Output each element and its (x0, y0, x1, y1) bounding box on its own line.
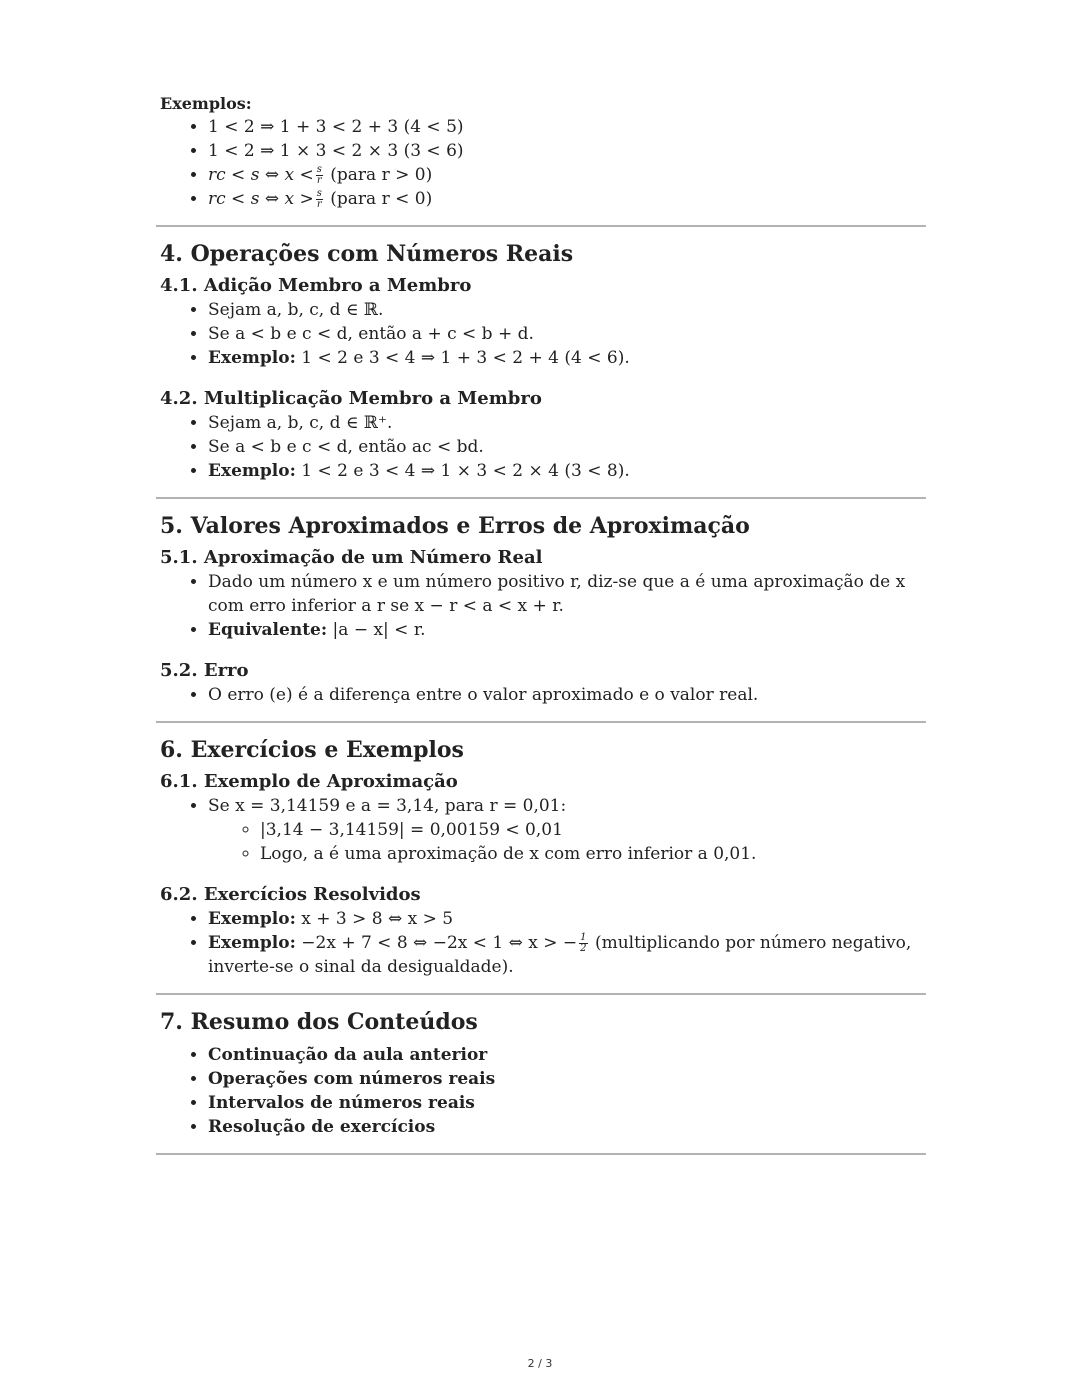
sub-list-item: ◦ Logo, a é uma aproximação de x com erro inferior a 0,01. (260, 842, 924, 866)
section-5-2-list (158, 683, 924, 707)
section-4-2-title: 4.2. Multiplicação Membro a Membro (160, 388, 542, 409)
section-5-1-list (158, 570, 924, 642)
section-6-2-list (158, 907, 924, 979)
divider (156, 497, 926, 499)
list-item: • Se a < b e c < d, então a + c < b + d. (208, 322, 924, 346)
list-item: • Continuação da aula anterior (208, 1043, 924, 1067)
list-item: • Sejam a, b, c, d ∈ ℝ. (208, 298, 924, 322)
list-item: • Exemplo: 1 < 2 e 3 < 4 ⇒ 1 × 3 < 2 × 4 (3 < 8). (208, 459, 924, 483)
sub-list-item: ◦ |3,14 − 3,14159| = 0,00159 < 0,01 (260, 818, 924, 842)
list-item: • rc < s ⇔ x < $\frac{s}{r}$ (para r > 0) (208, 163, 924, 187)
examples-list (158, 115, 924, 211)
list-item: • Sejam a, b, c, d ∈ ℝ⁺. (208, 411, 924, 435)
section-6-2-title: 6.2. Exercícios Resolvidos (160, 884, 421, 905)
divider (156, 1153, 926, 1155)
divider (156, 993, 926, 995)
list-item: • Resolução de exercícios (208, 1115, 924, 1139)
list-item: • Dado um número x e um número positivo r, diz-se que a é uma aproximação de x com erro inferior a r se x − r < a < x + r. (208, 570, 924, 618)
section-5-title: 5. Valores Aproximados e Erros de Aproximação (160, 513, 750, 539)
section-4-title: 4. Operações com Números Reais (160, 241, 574, 267)
list-item: • Intervalos de números reais (208, 1091, 924, 1115)
examples-label: Exemplos: (160, 94, 252, 113)
list-item: • Se a < b e c < d, então ac < bd. (208, 435, 924, 459)
section-5-1-title: 5.1. Aproximação de um Número Real (160, 547, 543, 568)
list-item: • O erro (e) é a diferença entre o valor aproximado e o valor real. (208, 683, 924, 707)
divider (156, 225, 926, 227)
sub-list (208, 818, 924, 866)
list-item: • 1 < 2 ⇒ 1 × 3 < 2 × 3 (3 < 6) (208, 139, 924, 163)
page-indicator: 2 / 3 (527, 1357, 553, 1370)
list-item: • 1 < 2 ⇒ 1 + 3 < 2 + 3 (4 < 5) (208, 115, 924, 139)
section-4-2-list (158, 411, 924, 483)
list-item: • Equivalente: |a − x| < r. (208, 618, 924, 642)
fraction: $\frac{1}{2}$ (580, 932, 587, 954)
list-item: • Exemplo: x + 3 > 8 ⇔ x > 5 (208, 907, 924, 931)
list-item: • Exemplo: −2x + 7 < 8 ⇔ −2x < 1 ⇔ x > − $\frac{1}{2}$ (multiplicando por número negativo, inverte-se o sinal da desigualdade). (208, 931, 924, 979)
section-6-1-list (158, 794, 924, 866)
section-7-list (158, 1043, 924, 1139)
section-7-title: 7. Resumo dos Conteúdos (160, 1009, 478, 1035)
section-4-1-list (158, 298, 924, 370)
document-page (158, 94, 924, 1169)
list-item: • Exemplo: 1 < 2 e 3 < 4 ⇒ 1 + 3 < 2 + 4 (4 < 6). (208, 346, 924, 370)
section-6-title: 6. Exercícios e Exemplos (160, 737, 464, 763)
section-5-2-title: 5.2. Erro (160, 660, 249, 681)
list-item: • Se x = 3,14159 e a = 3,14, para r = 0,01: ◦ |3,14 − 3,14159| = 0,00159 < 0,01 ◦ Logo, a é uma aproximação de x com erro inferior a 0,01. (208, 794, 924, 866)
fraction: $\frac{s}{r}$ (316, 188, 322, 210)
list-item: • rc < s ⇔ x > $\frac{s}{r}$ (para r < 0) (208, 187, 924, 211)
section-6-1-title: 6.1. Exemplo de Aproximação (160, 771, 458, 792)
section-4-1-title: 4.1. Adição Membro a Membro (160, 275, 472, 296)
list-item: • Operações com números reais (208, 1067, 924, 1091)
fraction: $\frac{s}{r}$ (316, 164, 322, 186)
divider (156, 721, 926, 723)
